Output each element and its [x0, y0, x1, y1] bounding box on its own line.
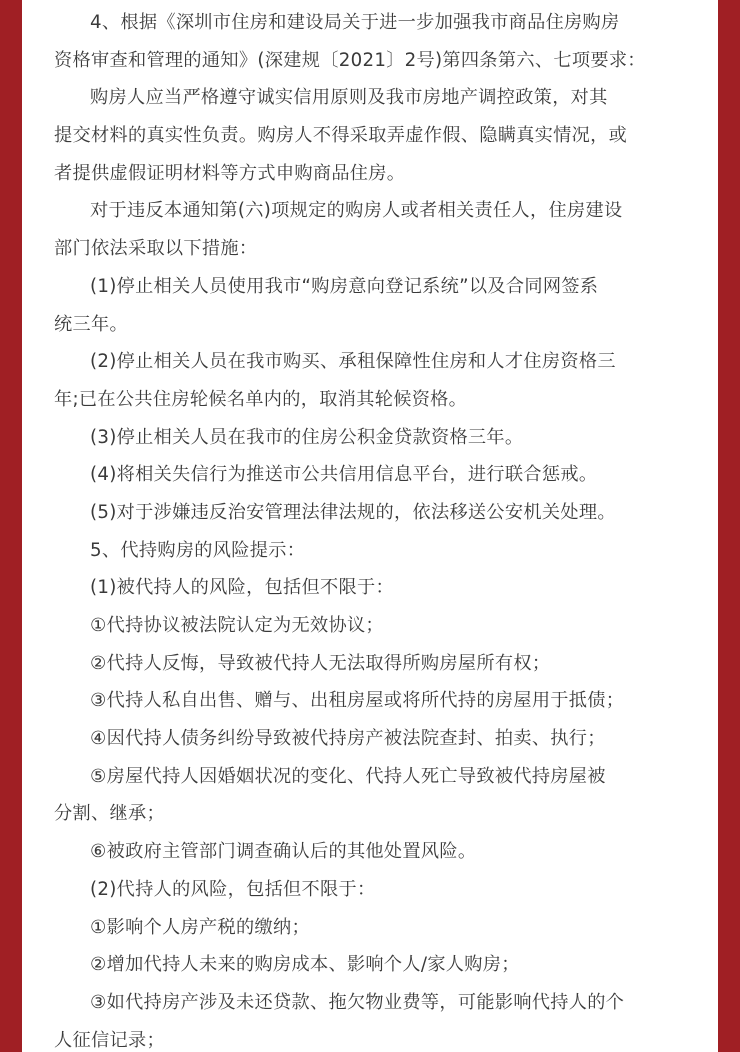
text-line: 人征信记录；: [54, 1029, 165, 1051]
text-line: (2)停止相关人员在我市购买、承租保障性住房和人才住房资格三: [90, 351, 616, 373]
text-line: ②增加代持人未来的购房成本、影响个人/家人购房；: [90, 954, 520, 976]
right-red-border: [718, 0, 740, 1052]
text-line: (1)被代持人的风险，包括但不限于：: [90, 577, 394, 599]
text-line: 部门依法采取以下措施：: [54, 238, 258, 260]
text-line: ③代持人私自出售、赠与、出租房屋或将所代持的房屋用于抵债；: [90, 690, 625, 712]
text-line: ④因代持人债务纠纷导致被代持房产被法院查封、拍卖、执行；: [90, 728, 606, 750]
text-line: ③如代持房产涉及未还贷款、拖欠物业费等，可能影响代持人的个: [90, 991, 625, 1013]
text-line: 分割、继承；: [54, 803, 165, 825]
text-line: (2)代持人的风险，包括但不限于：: [90, 878, 376, 900]
text-line: 5、代持购房的风险提示：: [90, 539, 306, 561]
text-line: 年;已在公共住房轮候名单内的，取消其轮候资格。: [54, 388, 468, 410]
text-line: ①影响个人房产税的缴纳；: [90, 916, 310, 938]
text-line: ⑥被政府主管部门调查确认后的其他处置风险。: [90, 841, 477, 863]
text-line: ⑤房屋代持人因婚姻状况的变化、代持人死亡导致被代持房屋被: [90, 765, 606, 787]
text-line: 者提供虚假证明材料等方式申购商品住房。: [54, 162, 406, 184]
text-line: (4)将相关失信行为推送市公共信用信息平台，进行联合惩戒。: [90, 464, 598, 486]
left-red-border: [0, 0, 22, 1052]
text-line: 统三年。: [54, 313, 128, 335]
text-line: (3)停止相关人员在我市的住房公积金贷款资格三年。: [90, 426, 524, 448]
text-line: 对于违反本通知第(六)项规定的购房人或者相关责任人，住房建设: [90, 200, 623, 222]
text-line: ②代持人反悔，导致被代持人无法取得所购房屋所有权；: [90, 652, 551, 674]
text-line: ①代持协议被法院认定为无效协议；: [90, 615, 384, 636]
text-line: 提交材料的真实性负责。购房人不得采取弄虚作假、隐瞒真实情况，或: [54, 125, 628, 147]
text-line: 资格审查和管理的通知》(深建规〔2021〕2号)第四条第六、七项要求：: [54, 49, 646, 71]
text-line: (5)对于涉嫌违反治安管理法律法规的，依法移送公安机关处理。: [90, 501, 616, 523]
text-line: 4、根据《深圳市住房和建设局关于进一步加强我市商品住房购房: [90, 12, 620, 33]
text-line: 购房人应当严格遵守诚实信用原则及我市房地产调控政策，对其: [90, 87, 608, 109]
document-body: [54, 4, 694, 1052]
text-line: (1)停止相关人员使用我市“购房意向登记系统”以及合同网签系: [90, 275, 599, 297]
